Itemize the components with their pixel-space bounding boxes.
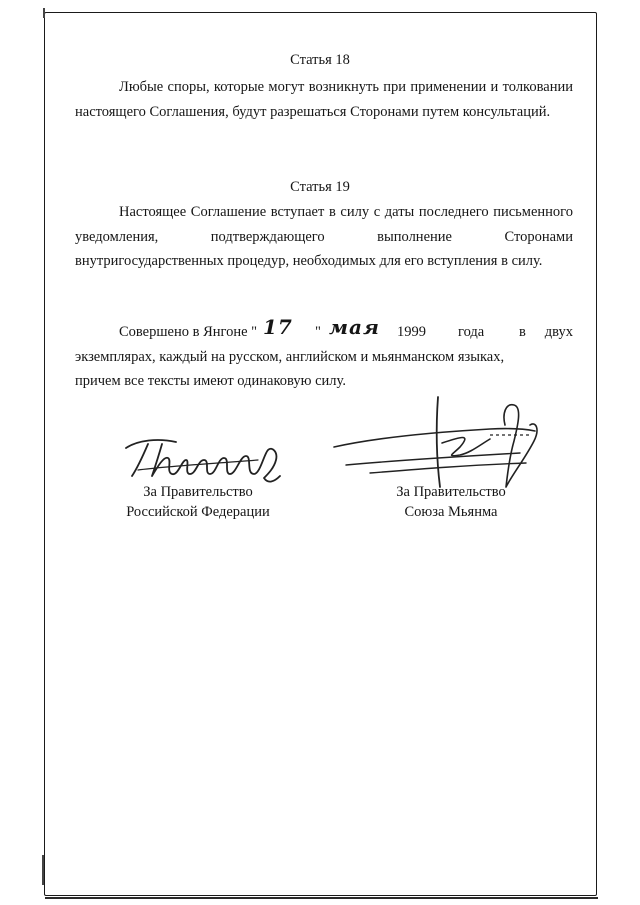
signatory-right <box>351 482 551 522</box>
signatory-left-line1: За Правительство <box>143 484 253 500</box>
article-18-text: Любые споры, которые могут возникнуть при применении и толковании настоящего Соглашения, будут разрешаться Сторонами путем консультаций. <box>75 79 573 120</box>
signing-year: 1999 <box>397 324 426 340</box>
signatory-right-line2: Союза Мьянма <box>404 504 498 520</box>
word-in: в <box>519 324 526 340</box>
signing-line-2: экземплярах, каждый на русском, английском и мьянманском языках, <box>75 348 505 365</box>
signature-left <box>118 430 298 490</box>
word-two: двух <box>544 324 573 340</box>
signatory-left-line2: Российской Федерации <box>126 504 270 520</box>
article-18-heading: Статья 18 <box>290 52 350 68</box>
signing-line-3: причем все тексты имеют одинаковую силу. <box>75 373 346 389</box>
signatory-left <box>98 482 298 522</box>
handwritten-month: мая <box>329 315 380 339</box>
word-year: года <box>458 324 485 340</box>
signing-date-line <box>75 315 573 345</box>
signatory-right-line1: За Правительство <box>396 484 506 500</box>
handwritten-day: 17 <box>263 315 293 339</box>
scan-mark <box>43 8 45 18</box>
article-19-text: Настоящее Соглашение вступает в силу с даты последнего письменного уведомления, подтверждающего выполнение Сторонами внутригосударственных процедур, необходимых для его вступления в силу. <box>75 204 573 269</box>
signing-clause <box>75 315 573 394</box>
article-19-heading: Статья 19 <box>290 179 350 195</box>
signing-prefix: Совершено в Янгоне " <box>119 324 258 340</box>
scan-mark <box>42 855 44 885</box>
quote-close: " <box>315 324 321 340</box>
